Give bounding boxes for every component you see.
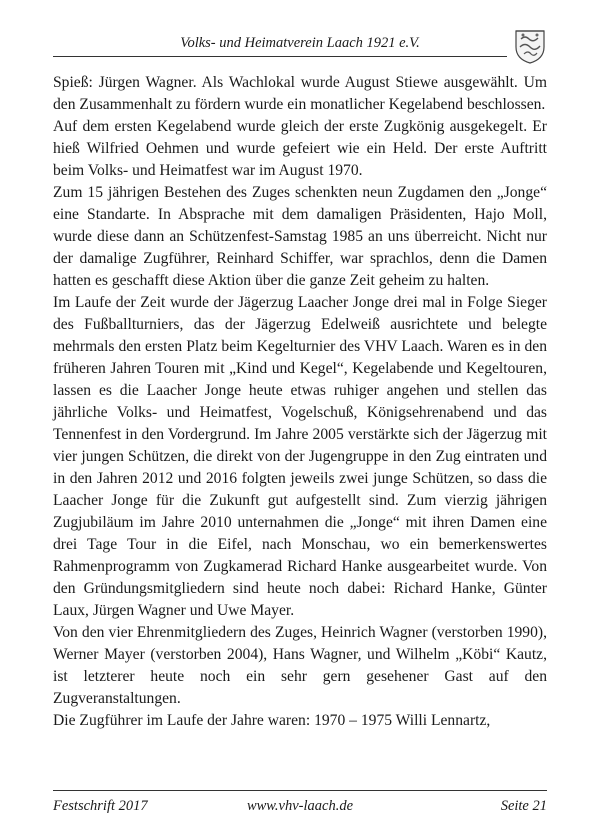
header-rule: [53, 56, 507, 57]
coat-of-arms-icon: [513, 27, 547, 65]
footer-publication: Festschrift 2017: [53, 798, 148, 814]
paragraph: Im Laufe der Zeit wurde der Jägerzug Laacher Jonge drei mal in Folge Sieger des Fußballturniers, das der Jägerzug Edelweiß ausrichtete und belegte mehrmals den ersten Platz beim Kegelturnier des VHV Laach. Waren es in den früheren Jahren Touren mit „Kind und Kegel“, Kegelabende und Kegeltouren, lassen es die Laacher Jonge heute etwas ruhiger angehen und stellen das jährliche Volks- und Heimatfest, Vogelschuß, Königsehrenabend und das Tennenfest in den Vordergrund. Im Jahre 2005 verstärkte sich der Jägerzug mit vier jungen Schützen, die direkt von der Jugengruppe in den Zug eintraten und in den Jahren 2012 und 2016 folgten jeweils zwei junge Schützen, so dass die Laacher Jonge für die Zukunft gut aufgestellt sind. Zum vierzig jährigen Zugjubiläum im Jahre 2010 unternahmen die „Jonge“ mit ihren Damen eine drei Tage Tour in die Eifel, nach Monschau, wo ein bemerkenswertes Rahmenprogramm von Zugkamerad Richard Hanke ausgearbeitet wurde. Von den Gründungsmitgliedern sind heute noch dabei: Richard Hanke, Günter Laux, Jürgen Wagner und Uwe Mayer.: [53, 294, 547, 619]
footer-page-number: Seite 21: [500, 798, 547, 814]
paragraph: Auf dem ersten Kegelabend wurde gleich der erste Zugkönig ausgekegelt. Er hieß Wilfried Oehmen und wurde gefeiert wie ein Held. Der erste Auftritt beim Volks- und Heimatfest war im August 1970.: [53, 118, 547, 179]
article-body: [53, 72, 547, 732]
page-header: [53, 33, 547, 59]
paragraph: Die Zugführer im Laufe der Jahre waren: 1970 – 1975 Willi Lennartz,: [53, 712, 491, 729]
footer-website: www.vhv-laach.de: [246, 798, 354, 814]
footer-rule: [53, 790, 547, 791]
paragraph: Von den vier Ehrenmitgliedern des Zuges, Heinrich Wagner (verstorben 1990), Werner Mayer (verstorben 2004), Hans Wagner, und Wilhelm „Köbi“ Kautz, ist letzterer heute noch ein sehr gern gesehener Gast auf den Zugveranstaltungen.: [53, 624, 547, 707]
paragraph: Zum 15 jährigen Bestehen des Zuges schenkten neun Zugdamen den „Jonge“ eine Standarte. In Absprache mit dem damaligen Präsidenten, Hajo Moll, wurde diese dann an Schützenfest-Samstag 1985 an uns überreicht. Nicht nur der damalige Zugführer, Reinhard Schiffer, war sprachlos, denn die Damen hatten es geschafft diese Aktion über die ganze Zeit geheim zu halten.: [53, 184, 547, 289]
page-footer: [53, 790, 547, 820]
header-title: Volks- und Heimatverein Laach 1921 e.V.: [180, 35, 420, 51]
paragraph: Spieß: Jürgen Wagner. Als Wachlokal wurde August Stiewe ausgewählt. Um den Zusammenhalt zu fördern wurde ein monatlicher Kegelabend beschlossen.: [53, 74, 547, 113]
